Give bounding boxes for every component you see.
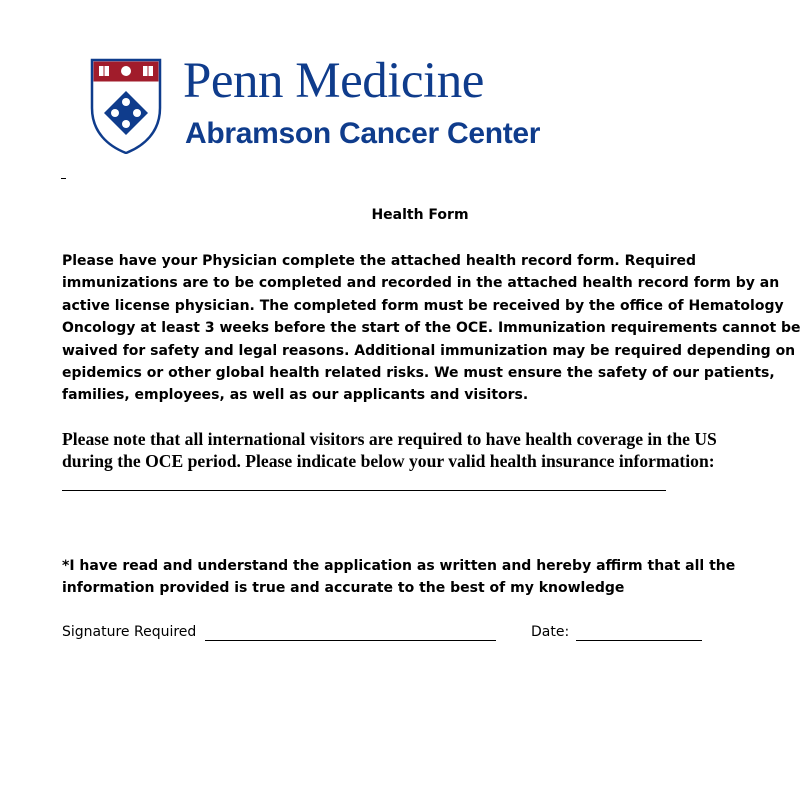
date-label: Date: bbox=[531, 624, 570, 640]
stray-mark bbox=[61, 178, 66, 179]
insurance-info-field[interactable] bbox=[62, 490, 666, 491]
logo-subtitle: Abramson Cancer Center bbox=[185, 117, 541, 150]
date-field[interactable] bbox=[576, 640, 702, 641]
affirmation-statement bbox=[62, 555, 762, 600]
affirmation-line: information provided is true and accurate to the best of my knowledge bbox=[62, 580, 625, 597]
instructions-paragraph bbox=[62, 250, 801, 407]
instructions-line: families, employees, as well as our applicants and visitors. bbox=[62, 387, 529, 404]
penn-shield-icon bbox=[90, 58, 162, 154]
instructions-line: immunizations are to be completed and recorded in the attached health record form by an bbox=[62, 275, 780, 292]
signature-label: Signature Required bbox=[62, 624, 197, 640]
instructions-line: Please have your Physician complete the attached health record form. Required bbox=[62, 253, 697, 269]
insurance-note-line: during the OCE period. Please indicate below your valid health insurance information: bbox=[62, 451, 715, 471]
affirmation-line: *I have read and understand the application as written and hereby affirm that all the bbox=[62, 558, 736, 574]
insurance-note bbox=[62, 428, 782, 472]
instructions-line: active license physician. The completed form must be received by the office of Hematology bbox=[62, 297, 784, 314]
insurance-note-line: Please note that all international visitors are required to have health coverage in the US bbox=[62, 429, 717, 449]
instructions-line: Oncology at least 3 weeks before the start of the OCE. Immunization requirements cannot be bbox=[62, 320, 801, 337]
form-title: Health Form bbox=[371, 207, 469, 223]
instructions-line: waived for safety and legal reasons. Additional immunization may be required depending on bbox=[62, 342, 796, 359]
instructions-line: epidemics or other global health related risks. We must ensure the safety of our patients, bbox=[62, 365, 775, 382]
signature-field[interactable] bbox=[205, 640, 496, 641]
logo-title: Penn Medicine bbox=[183, 53, 484, 109]
